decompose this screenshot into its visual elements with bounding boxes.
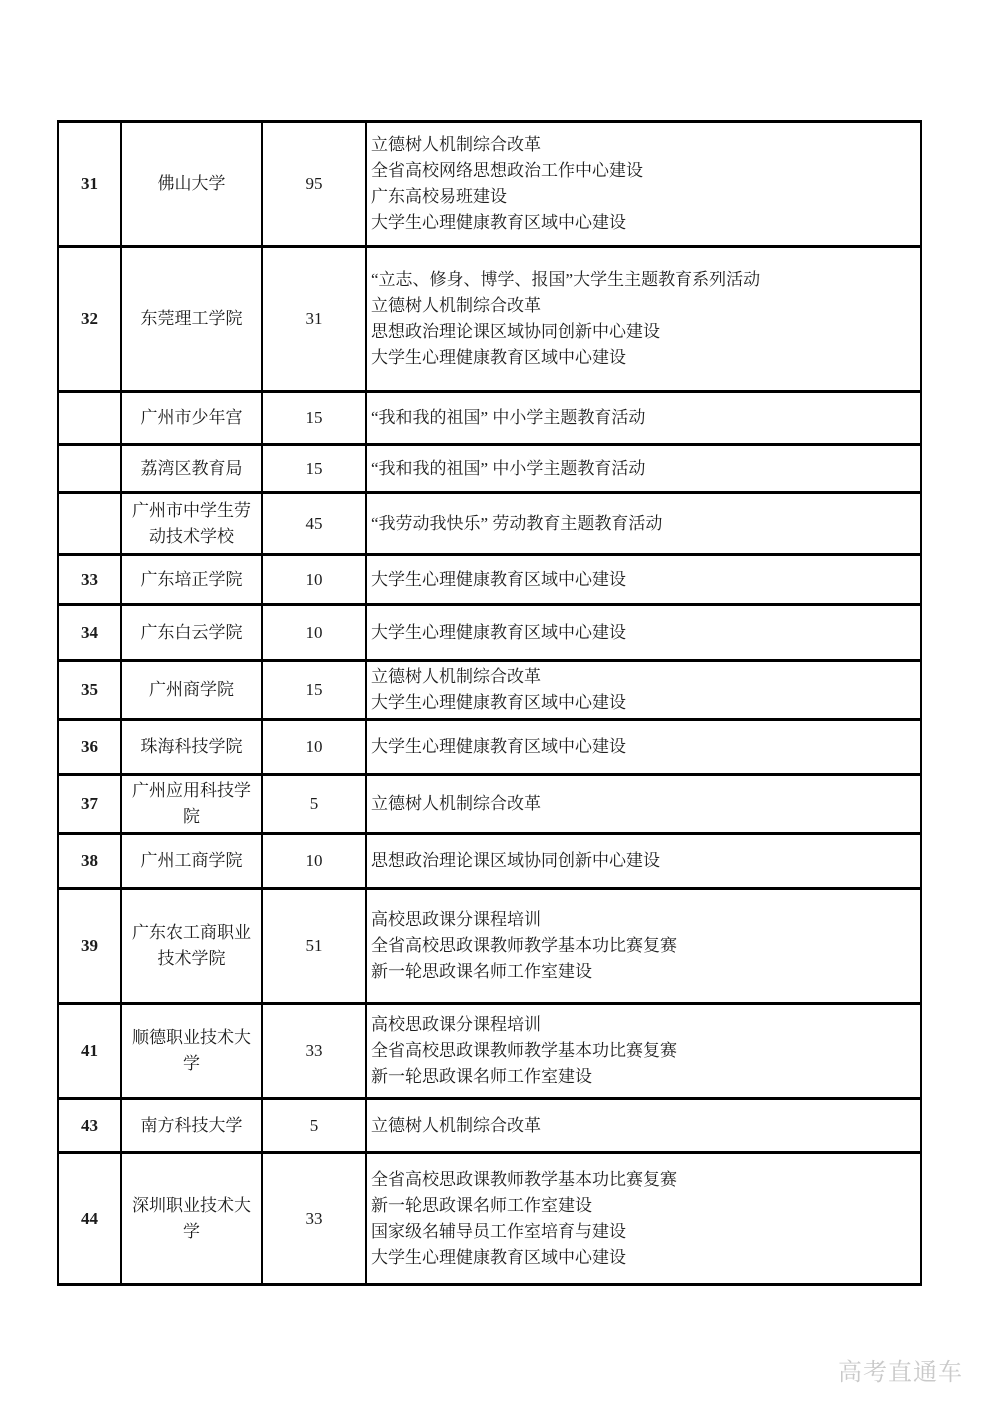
project-list	[366, 122, 921, 247]
table-row	[58, 555, 921, 605]
row-number: 43	[58, 1099, 121, 1153]
projects-table	[57, 120, 922, 1286]
org-name: 南方科技大学	[121, 1099, 262, 1153]
project-count: 33	[262, 1153, 366, 1285]
row-number: 38	[58, 834, 121, 889]
org-name: 珠海科技学院	[121, 720, 262, 775]
table-row	[58, 122, 921, 247]
org-name: 广州市少年宫	[121, 392, 262, 445]
project-list	[366, 1004, 921, 1099]
project-line: “我和我的祖国” 中小学主题教育活动	[371, 408, 646, 427]
project-line: 高校思政课分课程培训	[371, 1015, 541, 1034]
project-count: 10	[262, 555, 366, 605]
table-row	[58, 1099, 921, 1153]
project-line: 大学生心理健康教育区域中心建设	[371, 737, 626, 756]
org-name: 广东农工商职业技术学院	[121, 889, 262, 1004]
org-name: 顺德职业技术大学	[121, 1004, 262, 1099]
table-row	[58, 247, 921, 392]
row-number: 32	[58, 247, 121, 392]
project-line: 全省高校思政课教师教学基本功比赛复赛	[371, 936, 677, 955]
table-row	[58, 605, 921, 661]
project-line: 广东高校易班建设	[371, 187, 507, 206]
table-body	[58, 122, 921, 1285]
row-number: 36	[58, 720, 121, 775]
project-line: 立德树人机制综合改革	[371, 667, 541, 686]
org-name: 广东白云学院	[121, 605, 262, 661]
project-line: 高校思政课分课程培训	[371, 910, 541, 929]
project-count: 5	[262, 775, 366, 834]
project-line: 新一轮思政课名师工作室建设	[371, 962, 592, 981]
project-list	[366, 720, 921, 775]
project-line: 全省高校思政课教师教学基本功比赛复赛	[371, 1041, 677, 1060]
project-line: 大学生心理健康教育区域中心建设	[371, 569, 626, 589]
row-number: 33	[58, 555, 121, 605]
project-line: 思想政治理论课区域协同创新中心建设	[371, 322, 660, 341]
project-list	[366, 889, 921, 1004]
project-list	[366, 445, 921, 493]
project-line: 大学生心理健康教育区域中心建设	[371, 693, 626, 712]
table-row	[58, 392, 921, 445]
table-row	[58, 720, 921, 775]
row-number: 31	[58, 122, 121, 247]
project-line: 大学生心理健康教育区域中心建设	[371, 348, 626, 367]
row-number	[58, 445, 121, 493]
project-count: 45	[262, 493, 366, 555]
project-list	[366, 605, 921, 661]
project-list	[366, 1099, 921, 1153]
table-row	[58, 834, 921, 889]
project-line: 立德树人机制综合改革	[371, 794, 541, 813]
project-count: 95	[262, 122, 366, 247]
project-count: 31	[262, 247, 366, 392]
project-line: 国家级名辅导员工作室培育与建设	[371, 1221, 626, 1241]
row-number: 35	[58, 661, 121, 720]
table-row	[58, 661, 921, 720]
org-name: 佛山大学	[121, 122, 262, 247]
project-line: “我劳动我快乐” 劳动教育主题教育活动	[371, 513, 663, 533]
project-line: “立志、修身、博学、报国”大学生主题教育系列活动	[371, 270, 761, 289]
row-number: 44	[58, 1153, 121, 1285]
org-name: 深圳职业技术大学	[121, 1153, 262, 1285]
project-count: 51	[262, 889, 366, 1004]
project-line: 立德树人机制综合改革	[371, 296, 541, 315]
row-number: 41	[58, 1004, 121, 1099]
project-line: 新一轮思政课名师工作室建设	[371, 1195, 592, 1215]
project-list	[366, 555, 921, 605]
org-name: 东莞理工学院	[121, 247, 262, 392]
project-line: 思想政治理论课区域协同创新中心建设	[371, 851, 660, 870]
org-name: 广州应用科技学院	[121, 775, 262, 834]
project-list	[366, 661, 921, 720]
row-number: 34	[58, 605, 121, 661]
row-number: 39	[58, 889, 121, 1004]
project-list	[366, 392, 921, 445]
project-line: 新一轮思政课名师工作室建设	[371, 1067, 592, 1086]
org-name: 广东培正学院	[121, 555, 262, 605]
project-list	[366, 493, 921, 555]
row-number	[58, 493, 121, 555]
project-count: 10	[262, 605, 366, 661]
project-line: 全省高校网络思想政治工作中心建设	[371, 161, 643, 180]
project-count: 15	[262, 445, 366, 493]
project-count: 15	[262, 661, 366, 720]
org-name: 广州市中学生劳动技术学校	[121, 493, 262, 555]
table-row	[58, 1004, 921, 1099]
row-number	[58, 392, 121, 445]
project-count: 33	[262, 1004, 366, 1099]
project-list	[366, 775, 921, 834]
project-count: 10	[262, 720, 366, 775]
project-list	[366, 834, 921, 889]
table-row	[58, 493, 921, 555]
table-row	[58, 1153, 921, 1285]
org-name: 广州工商学院	[121, 834, 262, 889]
project-line: “我和我的祖国” 中小学主题教育活动	[371, 458, 646, 478]
org-name: 荔湾区教育局	[121, 445, 262, 493]
row-number: 37	[58, 775, 121, 834]
watermark: 高考直通车	[838, 1359, 963, 1386]
project-line: 全省高校思政课教师教学基本功比赛复赛	[371, 1169, 677, 1189]
table-row	[58, 889, 921, 1004]
table-row	[58, 445, 921, 493]
project-count: 5	[262, 1099, 366, 1153]
project-count: 10	[262, 834, 366, 889]
org-name: 广州商学院	[121, 661, 262, 720]
project-line: 大学生心理健康教育区域中心建设	[371, 622, 626, 642]
project-line: 立德树人机制综合改革	[371, 135, 541, 154]
project-list	[366, 247, 921, 392]
project-line: 大学生心理健康教育区域中心建设	[371, 213, 626, 232]
project-list	[366, 1153, 921, 1285]
table-row	[58, 775, 921, 834]
project-line: 立德树人机制综合改革	[371, 1115, 541, 1135]
project-line: 大学生心理健康教育区域中心建设	[371, 1247, 626, 1267]
project-count: 15	[262, 392, 366, 445]
